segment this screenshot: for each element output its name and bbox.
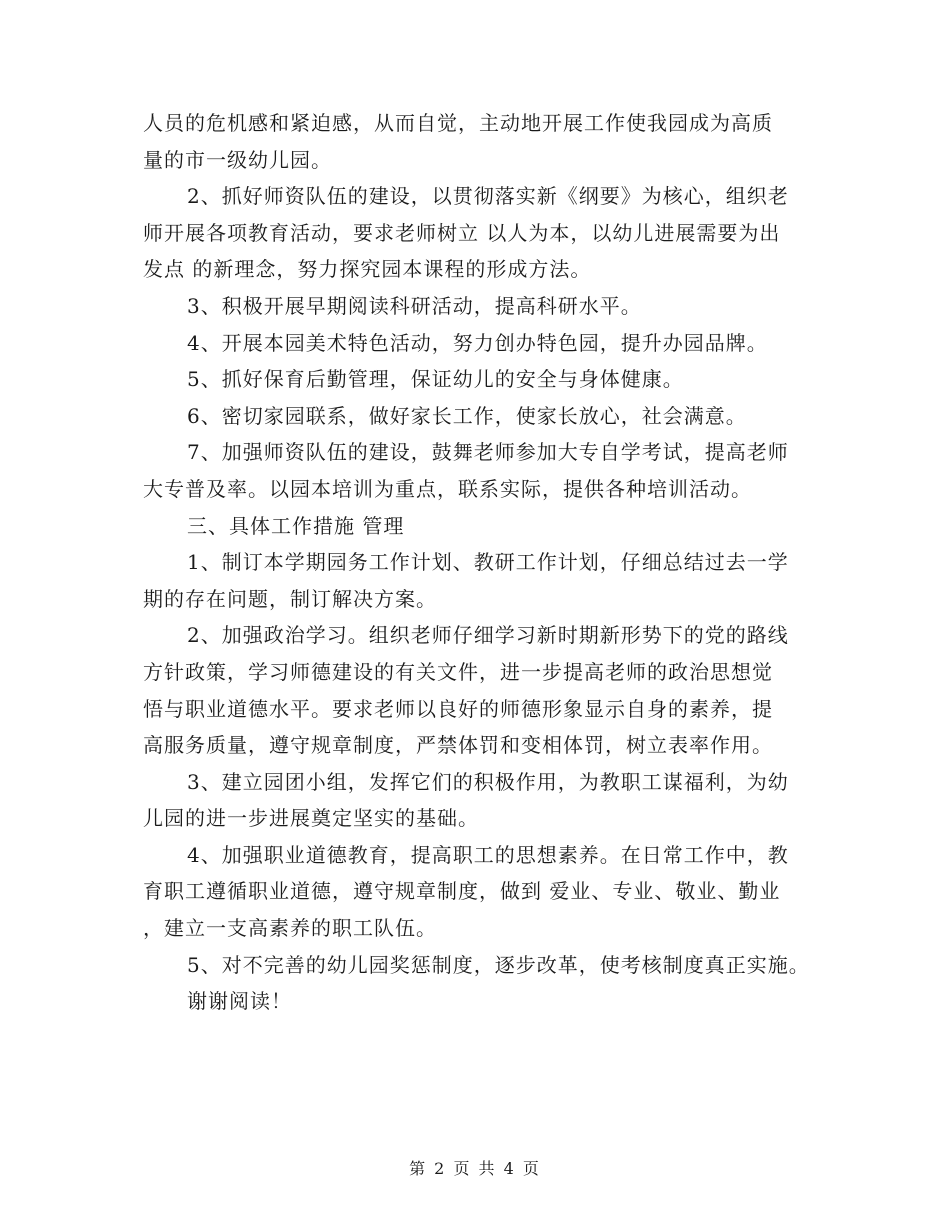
paragraph-line: 人员的危机感和紧迫感，从而自觉，主动地开展工作使我园成为高质 [143,111,773,135]
paragraph-line: 5、对不完善的幼儿园奖惩制度，逐步改革，使考核制度真正实施。 [187,952,810,977]
paragraph-line: 3、建立园团小组，发挥它们的积极作用，为教职工谋福利，为幼 [187,769,789,794]
paragraph-line: 2、加强政治学习。组织老师仔细学习新时期新形势下的党的路线 [187,623,789,648]
paragraph-line: 5、抓好保育后勤管理，保证幼儿的安全与身体健康。 [187,367,684,392]
paragraph-line: 6、密切家园联系，做好家长工作，使家长放心，社会满意。 [187,403,747,428]
paragraph-line: 4、加强职业道德教育，提高职工的思想素养。在日常工作中，教 [187,842,789,867]
paragraph-line: 量的市一级幼儿园。 [143,147,332,172]
paragraph-line: 2、抓好师资队伍的建设，以贯彻落实新《纲要》为核心，组织老 [187,184,789,209]
paragraph-line: 悟与职业道德水平。要求老师以良好的师德形象显示自身的素养，提 [143,696,773,721]
paragraph-line: 期的存在问题，制订解决方案。 [143,586,437,611]
paragraph-line: 方针政策，学习师德建设的有关文件，进一步提高老师的政治思想觉 [143,659,773,684]
section-heading: 三、具体工作措施 管理 [187,513,405,538]
closing-line: 谢谢阅读！ [187,989,292,1014]
paragraph-line: 4、开展本园美术特色活动，努力创办特色园，提升办园品牌。 [187,330,768,355]
paragraph-line: 育职工遵循职业道德，遵守规章制度，做到 爱业、专业、敬业、勤业 [143,879,781,904]
paragraph-line: 7、加强师资队伍的建设，鼓舞老师参加大专自学考试，提高老师 [187,440,789,465]
page-number-footer: 第 2 页 共 4 页 [409,1159,541,1178]
document-body [143,105,823,1020]
paragraph-line: 发点 的新理念，努力探究园本课程的形成方法。 [143,257,592,282]
paragraph-line: ，建立一支高素养的职工队伍。 [143,916,437,941]
paragraph-line: 3、积极开展早期阅读科研活动，提高科研水平。 [187,293,642,318]
paragraph-line: 儿园的进一步进展奠定坚实的基础。 [143,806,479,831]
paragraph-line: 高服务质量，遵守规章制度，严禁体罚和变相体罚，树立表率作用。 [143,733,773,758]
paragraph-line: 师开展各项教育活动，要求老师树立 以人为本，以幼儿进展需要为出 [143,220,781,245]
paragraph-line: 1、制订本学期园务工作计划、教研工作计划，仔细总结过去一学 [187,550,789,575]
paragraph-line: 大专普及率。以园本培训为重点，联系实际，提供各种培训活动。 [143,476,752,501]
